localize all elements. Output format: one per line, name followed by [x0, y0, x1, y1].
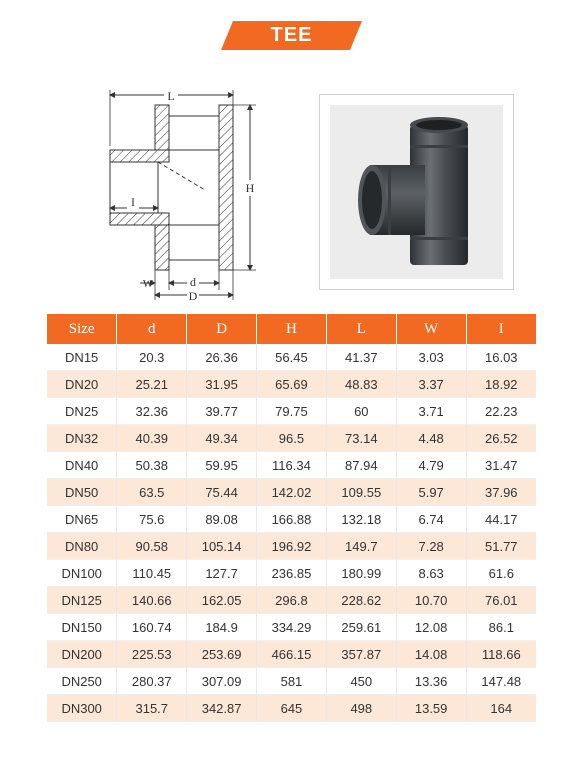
- table-cell: 20.3: [117, 344, 187, 371]
- table-cell: 12.08: [396, 614, 466, 641]
- table-header-row: [47, 314, 536, 344]
- table-cell: DN250: [47, 668, 117, 695]
- table-cell: 3.37: [396, 371, 466, 398]
- table-cell: 32.36: [117, 398, 187, 425]
- table-cell: 50.38: [117, 452, 187, 479]
- header-W: W: [396, 314, 466, 344]
- table-cell: 581: [257, 668, 327, 695]
- table-cell: DN15: [47, 344, 117, 371]
- table-cell: 4.79: [396, 452, 466, 479]
- table-cell: 31.95: [187, 371, 257, 398]
- table-cell: 44.17: [466, 506, 536, 533]
- header-d: d: [117, 314, 187, 344]
- table-cell: 110.45: [117, 560, 187, 587]
- table-cell: 334.29: [257, 614, 327, 641]
- tee-dimension-drawing: [100, 80, 280, 305]
- table-cell: 259.61: [326, 614, 396, 641]
- table-row: [47, 452, 536, 479]
- table-cell: 162.05: [187, 587, 257, 614]
- table-row: [47, 560, 536, 587]
- table-cell: 450: [326, 668, 396, 695]
- table-cell: DN20: [47, 371, 117, 398]
- table-cell: 6.74: [396, 506, 466, 533]
- table-row: [47, 371, 536, 398]
- header-I: I: [466, 314, 536, 344]
- table-cell: 498: [326, 695, 396, 722]
- table-cell: 307.09: [187, 668, 257, 695]
- table-cell: DN25: [47, 398, 117, 425]
- table-cell: 13.36: [396, 668, 466, 695]
- table-cell: 184.9: [187, 614, 257, 641]
- table-cell: DN50: [47, 479, 117, 506]
- table-cell: 60: [326, 398, 396, 425]
- table-cell: 4.48: [396, 425, 466, 452]
- table-cell: 118.66: [466, 641, 536, 668]
- table-cell: 22.23: [466, 398, 536, 425]
- table-cell: 26.52: [466, 425, 536, 452]
- label-d: d: [190, 275, 196, 289]
- table-cell: 228.62: [326, 587, 396, 614]
- table-cell: 75.6: [117, 506, 187, 533]
- table-cell: 25.21: [117, 371, 187, 398]
- table-cell: 18.92: [466, 371, 536, 398]
- table-cell: 315.7: [117, 695, 187, 722]
- table-cell: 164: [466, 695, 536, 722]
- table-cell: 51.77: [466, 533, 536, 560]
- header-size: Size: [47, 314, 117, 344]
- table-cell: 5.97: [396, 479, 466, 506]
- header-D: D: [187, 314, 257, 344]
- table-cell: 75.44: [187, 479, 257, 506]
- table-cell: 48.83: [326, 371, 396, 398]
- table-cell: 253.69: [187, 641, 257, 668]
- table-cell: 166.88: [257, 506, 327, 533]
- table-cell: 116.34: [257, 452, 327, 479]
- header-L: L: [326, 314, 396, 344]
- table-cell: 132.18: [326, 506, 396, 533]
- table-cell: 466.15: [257, 641, 327, 668]
- table-cell: 31.47: [466, 452, 536, 479]
- table-cell: 96.5: [257, 425, 327, 452]
- label-D: D: [188, 289, 198, 303]
- label-W: W: [142, 278, 154, 290]
- pvc-tee-svg: [330, 105, 503, 279]
- label-I: I: [131, 195, 135, 209]
- table-cell: 73.14: [326, 425, 396, 452]
- table-cell: DN125: [47, 587, 117, 614]
- table-cell: DN32: [47, 425, 117, 452]
- table-cell: 13.59: [396, 695, 466, 722]
- table-cell: 3.71: [396, 398, 466, 425]
- table-cell: 357.87: [326, 641, 396, 668]
- tee-drawing-svg: [100, 80, 280, 305]
- table-cell: 56.45: [257, 344, 327, 371]
- table-cell: 342.87: [187, 695, 257, 722]
- table-cell: DN100: [47, 560, 117, 587]
- table-cell: 280.37: [117, 668, 187, 695]
- table-cell: 296.8: [257, 587, 327, 614]
- table-cell: 14.08: [396, 641, 466, 668]
- table-cell: 41.37: [326, 344, 396, 371]
- table-cell: 65.69: [257, 371, 327, 398]
- table-row: [47, 344, 536, 371]
- label-H: H: [245, 181, 255, 195]
- table-cell: 90.58: [117, 533, 187, 560]
- table-cell: 142.02: [257, 479, 327, 506]
- table-cell: 180.99: [326, 560, 396, 587]
- table-cell: 61.6: [466, 560, 536, 587]
- table-cell: 109.55: [326, 479, 396, 506]
- table-cell: 149.7: [326, 533, 396, 560]
- table-row: [47, 506, 536, 533]
- table-row: [47, 533, 536, 560]
- table-row: [47, 641, 536, 668]
- table-cell: 140.66: [117, 587, 187, 614]
- table-cell: 26.36: [187, 344, 257, 371]
- table-row: [47, 614, 536, 641]
- table-cell: DN65: [47, 506, 117, 533]
- spec-table: [47, 314, 536, 722]
- table-row: [47, 398, 536, 425]
- page-title: TEE: [270, 24, 313, 46]
- table-cell: DN200: [47, 641, 117, 668]
- table-cell: 645: [257, 695, 327, 722]
- table-cell: DN40: [47, 452, 117, 479]
- table-cell: 3.03: [396, 344, 466, 371]
- table-cell: 10.70: [396, 587, 466, 614]
- table-row: [47, 587, 536, 614]
- table-cell: 89.08: [187, 506, 257, 533]
- header-H: H: [257, 314, 327, 344]
- table-cell: DN300: [47, 695, 117, 722]
- table-cell: 39.77: [187, 398, 257, 425]
- table-cell: 87.94: [326, 452, 396, 479]
- table-cell: 127.7: [187, 560, 257, 587]
- table-cell: 40.39: [117, 425, 187, 452]
- table-cell: DN150: [47, 614, 117, 641]
- product-photo-frame: [319, 94, 514, 290]
- table-cell: 7.28: [396, 533, 466, 560]
- table-cell: 196.92: [257, 533, 327, 560]
- table-cell: 225.53: [117, 641, 187, 668]
- table-cell: 63.5: [117, 479, 187, 506]
- table-cell: 37.96: [466, 479, 536, 506]
- table-cell: 86.1: [466, 614, 536, 641]
- table-row: [47, 668, 536, 695]
- table-row: [47, 479, 536, 506]
- table-cell: DN80: [47, 533, 117, 560]
- label-L: L: [167, 89, 175, 103]
- pvc-tee-fitting-photo-icon: [330, 105, 503, 279]
- title-banner: [221, 21, 362, 50]
- table-cell: 8.63: [396, 560, 466, 587]
- table-cell: 105.14: [187, 533, 257, 560]
- table-cell: 160.74: [117, 614, 187, 641]
- table-cell: 79.75: [257, 398, 327, 425]
- table-row: [47, 425, 536, 452]
- table-cell: 16.03: [466, 344, 536, 371]
- table-row: [47, 695, 536, 722]
- table-cell: 76.01: [466, 587, 536, 614]
- table-body: [47, 344, 536, 722]
- table-cell: 236.85: [257, 560, 327, 587]
- table-cell: 49.34: [187, 425, 257, 452]
- table-cell: 59.95: [187, 452, 257, 479]
- table-cell: 147.48: [466, 668, 536, 695]
